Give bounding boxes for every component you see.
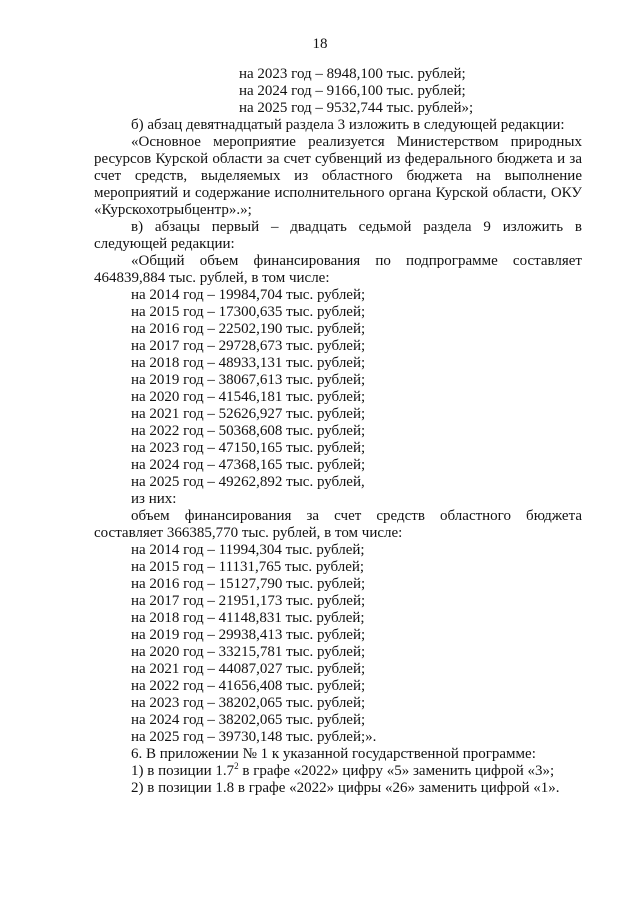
- item-6-subitem-1: [94, 763, 582, 780]
- paragraph-v-text: в) абзацы первый – двадцать седьмой раздела 9 изложить в следующей редакции:: [94, 219, 582, 252]
- quote-main-event: [94, 134, 582, 219]
- total-funding-intro-text: «Общий объем финансирования по подпрограмме составляет 464839,884 тыс. рублей, в том числе:: [94, 253, 582, 286]
- list-item: на 2024 год – 47368,165 тыс. рублей;: [131, 457, 366, 473]
- list-item: на 2022 год – 50368,608 тыс. рублей;: [131, 423, 366, 439]
- list-item: на 2017 год – 29728,673 тыс. рублей;: [131, 338, 366, 354]
- total-funding-list: [94, 287, 582, 491]
- list-item: на 2018 год – 41148,831 тыс. рублей;: [131, 610, 365, 626]
- list-item: на 2014 год – 19984,704 тыс. рублей;: [131, 287, 366, 303]
- list-item: на 2020 год – 33215,781 тыс. рублей;: [131, 644, 366, 660]
- total-funding-intro: [94, 253, 582, 287]
- paragraph-b: б) абзац девятнадцатый раздела 3 изложить в следующей редакции:: [131, 117, 565, 133]
- regional-funding-intro: [94, 508, 582, 542]
- list-item: на 2024 год – 38202,065 тыс. рублей;: [131, 712, 366, 728]
- list-item: на 2015 год – 17300,635 тыс. рублей;: [131, 304, 366, 320]
- list-item: на 2016 год – 15127,790 тыс. рублей;: [131, 576, 366, 592]
- list-item: на 2021 год – 44087,027 тыс. рублей;: [131, 661, 366, 677]
- top-funding-list: [94, 66, 582, 117]
- item-6-subitem-1-superscript: 2: [234, 761, 239, 771]
- regional-funding-list: [94, 542, 582, 746]
- page-number: 18: [312, 36, 328, 52]
- list-item: на 2014 год – 11994,304 тыс. рублей;: [131, 542, 365, 558]
- item-6-heading: 6. В приложении № 1 к указанной государственной программе:: [131, 746, 536, 762]
- of-them-label: из них:: [131, 491, 177, 507]
- item-6-subitem-1-after: в графе «2022» цифру «5» заменить цифрой «3»;: [238, 763, 555, 779]
- regional-funding-intro-text: объем финансирования за счет средств областного бюджета составляет 366385,770 тыс. рублей, в том числе:: [94, 508, 582, 541]
- list-item: на 2022 год – 41656,408 тыс. рублей;: [131, 678, 366, 694]
- quote-main-event-text: «Основное мероприятие реализуется Министерством природных ресурсов Курской области за счет субвенций из федерального бюджета и за счет средств, выделяемых из областного бюджета на выполнение мероприятий и содержание исполнительного органа Курской области, ОКУ «Курскохотрыбцентр».»;: [94, 134, 582, 218]
- list-item: на 2017 год – 21951,173 тыс. рублей;: [131, 593, 366, 609]
- list-item: на 2019 год – 38067,613 тыс. рублей;: [131, 372, 366, 388]
- list-item: на 2025 год – 9532,744 тыс. рублей»;: [239, 100, 474, 116]
- item-6-subitem-1-before: 1) в позиции 1.7: [131, 763, 235, 779]
- document-body: [94, 66, 582, 797]
- paragraph-v: [94, 219, 582, 253]
- list-item: на 2020 год – 41546,181 тыс. рублей;: [131, 389, 366, 405]
- list-item: на 2025 год – 49262,892 тыс. рублей,: [131, 474, 365, 490]
- list-item: на 2016 год – 22502,190 тыс. рублей;: [131, 321, 366, 337]
- list-item: на 2023 год – 8948,100 тыс. рублей;: [239, 66, 466, 82]
- list-item: на 2015 год – 11131,765 тыс. рублей;: [131, 559, 365, 575]
- list-item: на 2018 год – 48933,131 тыс. рублей;: [131, 355, 366, 371]
- list-item: на 2023 год – 47150,165 тыс. рублей;: [131, 440, 366, 456]
- list-item: на 2023 год – 38202,065 тыс. рублей;: [131, 695, 366, 711]
- list-item: на 2021 год – 52626,927 тыс. рублей;: [131, 406, 366, 422]
- list-item: на 2025 год – 39730,148 тыс. рублей;».: [131, 729, 377, 745]
- list-item: на 2024 год – 9166,100 тыс. рублей;: [239, 83, 466, 99]
- item-6-subitem-2: 2) в позиции 1.8 в графе «2022» цифры «26» заменить цифрой «1».: [131, 780, 560, 796]
- list-item: на 2019 год – 29938,413 тыс. рублей;: [131, 627, 366, 643]
